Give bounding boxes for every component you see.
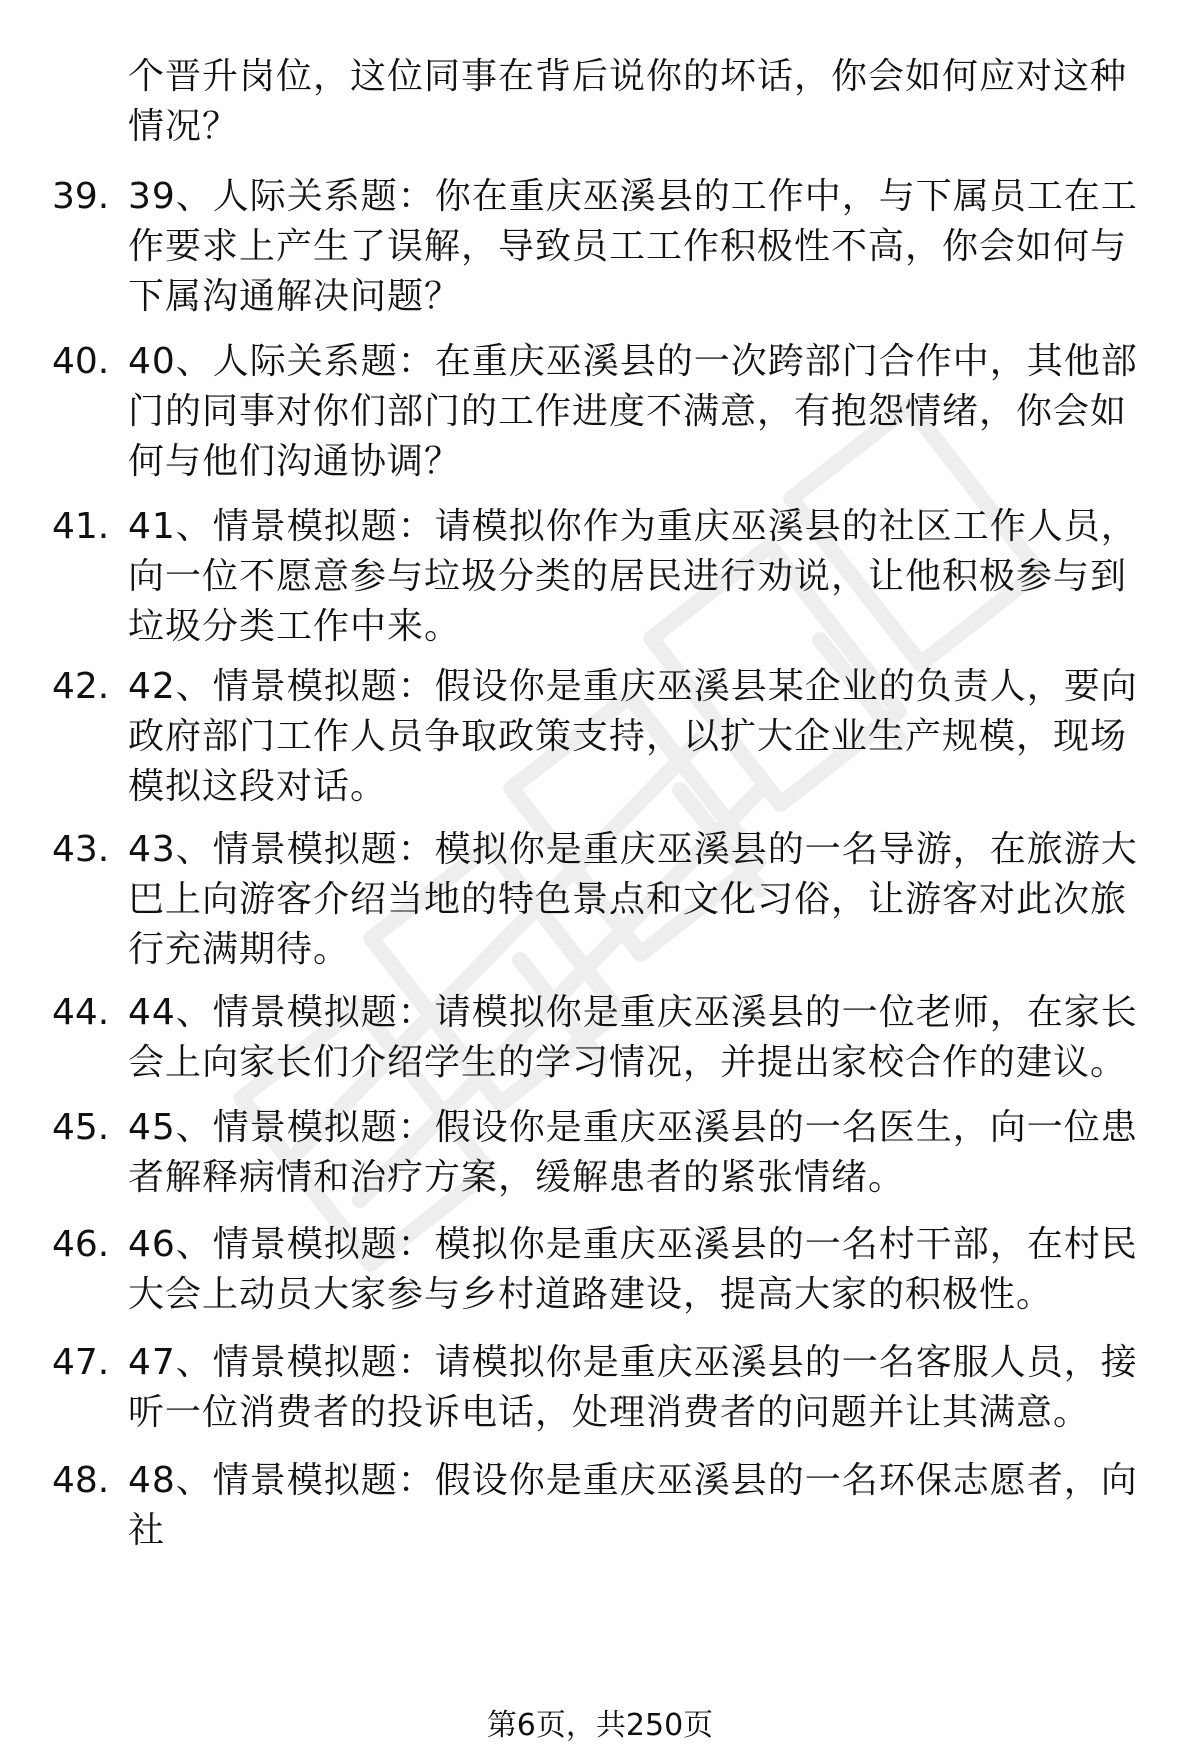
item-text: 45、情景模拟题：假设你是重庆巫溪县的一名医生，向一位患者解释病情和治疗方案，缓解患者的紧张情绪。 bbox=[128, 1107, 1138, 1198]
item-number: 43. bbox=[52, 829, 110, 870]
item-text: 48、情景模拟题：假设你是重庆巫溪县的一名环保志愿者，向社 bbox=[128, 1460, 1138, 1551]
item-number: 40. bbox=[52, 341, 110, 382]
item-number: 48. bbox=[52, 1460, 110, 1501]
item-text: 47、情景模拟题：请模拟你是重庆巫溪县的一名客服人员，接听一位消费者的投诉电话，处理消费者的问题并让其满意。 bbox=[128, 1342, 1138, 1433]
item-number: 46. bbox=[52, 1224, 110, 1265]
item-text: 44、情景模拟题：请模拟你是重庆巫溪县的一位老师，在家长会上向家长们介绍学生的学习情况，并提出家校合作的建议。 bbox=[128, 992, 1138, 1083]
item-number: 41. bbox=[52, 506, 110, 547]
item-text: 40、人际关系题：在重庆巫溪县的一次跨部门合作中，其他部门的同事对你们部门的工作进度不满意，有抱怨情绪，你会如何与他们沟通协调？ bbox=[128, 341, 1138, 482]
item-number: 42. bbox=[52, 666, 110, 707]
item-number: 47. bbox=[52, 1342, 110, 1383]
item-text: 39、人际关系题：你在重庆巫溪县的工作中，与下属员工在工作要求上产生了误解，导致员工工作积极性不高，你会如何与下属沟通解决问题？ bbox=[128, 176, 1138, 317]
page-footer: 第6页，共250页 bbox=[486, 1708, 714, 1743]
item-text: 43、情景模拟题：模拟你是重庆巫溪县的一名导游，在旅游大巴上向游客介绍当地的特色景点和文化习俗，让游客对此次旅行充满期待。 bbox=[128, 829, 1138, 970]
item-text: 42、情景模拟题：假设你是重庆巫溪县某企业的负责人，要向政府部门工作人员争取政策支持，以扩大企业生产规模，现场模拟这段对话。 bbox=[128, 666, 1138, 807]
continuation-paragraph: 个晋升岗位，这位同事在背后说你的坏话，你会如何应对这种情况？ bbox=[128, 56, 1128, 147]
item-number: 39. bbox=[52, 176, 110, 217]
item-text: 46、情景模拟题：模拟你是重庆巫溪县的一名村干部，在村民大会上动员大家参与乡村道路建设，提高大家的积极性。 bbox=[128, 1224, 1138, 1315]
item-text: 41、情景模拟题：请模拟你作为重庆巫溪县的社区工作人员，向一位不愿意参与垃圾分类的居民进行劝说，让他积极参与到垃圾分类工作中来。 bbox=[128, 506, 1138, 647]
item-number: 44. bbox=[52, 992, 110, 1033]
item-number: 45. bbox=[52, 1107, 110, 1148]
